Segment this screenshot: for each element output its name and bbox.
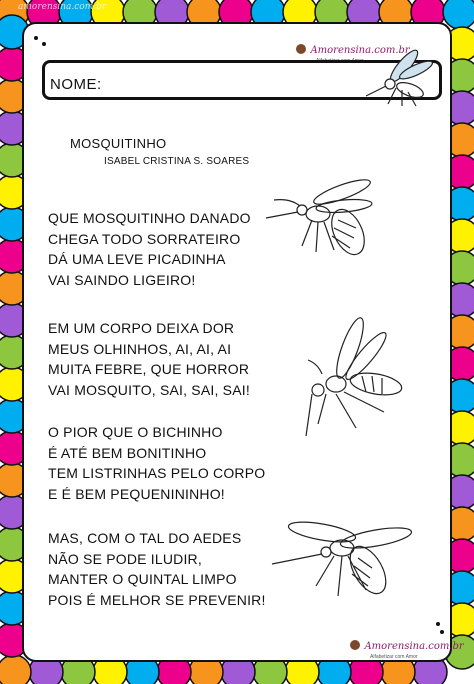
stanza-1 [48,208,251,290]
site-logo-bottom [350,636,464,660]
mosquito-icon [268,512,418,606]
poem-line: QUE MOSQUITINHO DANADO [48,210,251,226]
decor-dot [440,630,444,634]
name-label: NOME: [50,76,102,93]
poem-line: EM UM CORPO DEIXA DOR [48,320,235,336]
bear-logo-icon [350,640,360,650]
poem-line: TEM LISTRINHAS PELO CORPO [48,465,266,481]
stanza-3 [48,422,265,504]
frame-scallop [443,0,474,29]
logo-tagline: Alfabetizar com Amor [370,654,418,660]
poem-line: DÁ UMA LEVE PICADINHA [48,251,226,267]
decor-dot [42,42,46,46]
poem-title: MOSQUITINHO [70,136,167,151]
logo-name: Amorensina.com.br [364,641,464,652]
poem-line: MUITA FEBRE, QUE HORROR [48,361,250,377]
watermark: amorensina.com.br [18,2,107,12]
poem-line: VAI SAINDO LIGEIRO! [48,271,196,288]
poem-line: NÃO SE PODE ILUDIR, [48,550,202,567]
logo-name: Amorensina.com.br [310,45,410,56]
poem-line: CHEGA TODO SORRATEIRO [48,230,241,247]
stanza-2 [48,318,250,400]
poem-line: O PIOR QUE O BICHINHO [48,424,223,440]
poem-line: MANTER O QUINTAL LIMPO [48,571,237,587]
poem-line: E É BEM PEQUENININHO! [48,485,225,502]
poem-line: É ATÉ BEM BONITINHO [48,444,207,461]
stanza-4 [48,528,266,610]
poem-author: ISABEL CRISTINA S. SOARES [104,156,250,167]
poem-line: VAI MOSQUITO, SAI, SAI, SAI! [48,381,250,398]
poem-line: POIS É MELHOR SE PREVENIR! [48,591,266,608]
mosquito-icon [362,48,442,108]
mosquito-icon [262,172,382,272]
decor-dot [436,622,440,626]
frame-scallop [0,655,31,684]
mosquito-icon [296,316,416,440]
poem-line: MAS, COM O TAL DO AEDES [48,530,242,546]
decor-dot [34,36,38,40]
bear-logo-icon [296,44,306,54]
poem-line: MEUS OLHINHOS, AI, AI, AI [48,340,232,357]
